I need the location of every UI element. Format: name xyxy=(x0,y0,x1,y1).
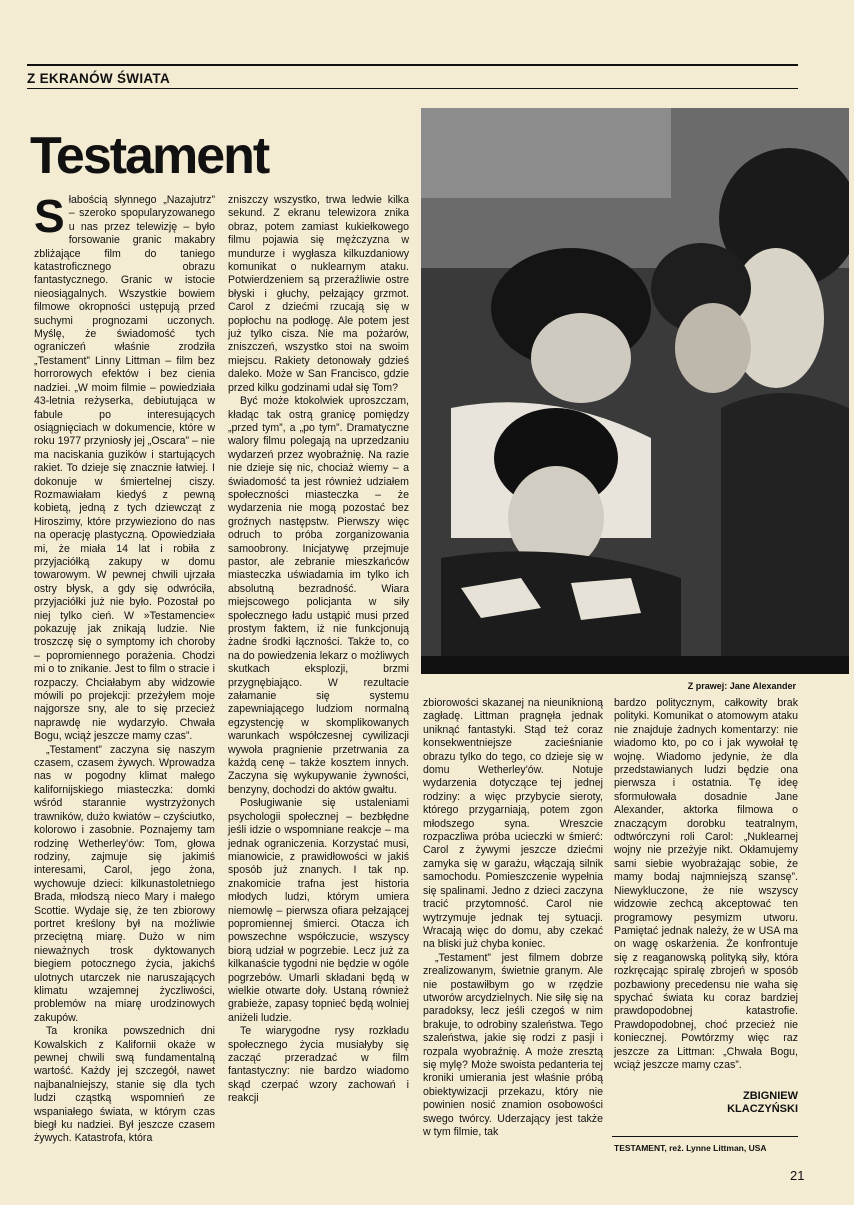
article-column-3 xyxy=(423,697,603,1139)
paragraph: bardzo politycznym, całkowity brak polityki. Komunikat o atomowym ataku nie znajduje żadnych komentarzy: nie wiadomo kto, po co i jak wywołał tę wojnę. Wiadomo jedynie, że dla przedstawianych ludzi będzie ona pierwsza i ostatnia. Tę ideę sformułowała dosadnie Jane Alexander, aktorka filmowa o znaczącym dorobku teatralnym, odtwórczyni roli Carol: „Nuklearnej wojny nie przeżyje nikt. Okłamujemy sami siebie wyobrażając sobie, że mamy bodaj najmniejszą szansę”. Niewykluczone, że nie wszyscy widzowie zechcą akceptować ten programowy pesymizm utworu. Pamiętać jednak należy, że w USA ma on wagę oskarżenia. Że konfrontuje się z reaganowską polityką siły, która rozkręcając spiralę zbrojeń w sposób pozbawiony precedensu nie waha się spychać świata ku coraz bardziej prawdopodobnej katastrofie. Prawdopodobnej, choć przecież nie koniecznej. Powtórzmy więc raz jeszcze za Littman: „Chwała Bogu, wciąż jeszcze mamy czas”. xyxy=(614,697,798,1071)
paragraph: „Testament” zaczyna się naszym czasem, czasem żywych. Wprowadza nas w pogodny klimat małego kalifornijskiego miasteczka: domki wśród starannie wystrzyżonych trawników, dużo kwiatów – czyściutko, kolorowo i zasobnie. Poznajemy tam rodzinę Wetherley'ów: Tom, głowa rodziny, zajmuje się jakimiś interesami, Carol, jego żona, wychowuje dzieci: kilkunastoletniego Brada, młodszą nieco Mary i małego Scottie. Wydaje się, że ten zbiorowy portret kreślony był na możliwie przeciętną miarę. Dużo w nim nieważnych trosk dyktowanych biegiem potocznego życia, jakichś ulotnych utarczek nie naruszających klimatu wzajemnej życzliwości, problemów na miarę urodzinowych zakupów. xyxy=(34,743,215,1024)
paragraph: Ta kronika powszednich dni Kowalskich z Kalifornii okaże w pewnej chwili swą fundamentalną wartość. Każdy jej szczegół, nawet najbanalniejszy, stanie się dla tych ludzi cząstką wspomnień ze wspaniałego świata, w którym czas biegł ku nadziei. Był jeszcze czasem żywych. Katastrofa, która xyxy=(34,1025,215,1145)
article-column-2 xyxy=(228,194,409,1106)
section-rule xyxy=(27,88,798,89)
article-column-1 xyxy=(34,190,215,1146)
photo-caption: Z prawej: Jane Alexander xyxy=(687,681,796,691)
top-rule xyxy=(27,64,798,66)
paragraph: Te wiarygodne rysy rozkładu społecznego życia musiałyby się zacząć przeradzać w film fantastyczny: nie bardzo wiadomo skąd czerpać wzory zachowań i reakcji xyxy=(228,1025,409,1105)
film-still-illustration xyxy=(421,108,849,674)
author-last-name: KLACZYŃSKI xyxy=(727,1103,798,1115)
drop-cap: S xyxy=(34,190,65,242)
caption-rule xyxy=(612,1136,798,1137)
paragraph: Słabością słynnego „Nazajutrz” – szeroko spopularyzowanego u nas przez telewizję – było forsowanie granic makabry zbliżające film do taniego katastroficznego obrazu fantastycznego. Granic w istocie nieosiągalnych. Wszystkie bowiem filmowe okropności ustępują przed suchymi prognozami uczonych. Myślę, że świadomość tych ograniczeń właśnie zrodziła „Testament” Linny Littman – film bez horrorowych efektów i bez cienia nadziei. „W moim filmie – powiedziała 43-letnia reżyserka, debiutująca w fabule po interesujących osiągnięciach w dokumencie, które w roku 1977 przyniosły jej „Oscara” – nie ma naciskania guzików i startujących rakiet. To dzieje się znacznie łatwiej. I dokonuje w śmiertelnej ciszy. Rozmawiałam kiedyś z pewną kobietą, jedną z tych dziewcząt z Hiroszimy, które przywieziono do nas na operację plastyczną. Opowiedziała mi, że miała 14 lat i robiła z przyjaciółką zakupy w domu towarowym. W pewnej chwili ujrzała ostry błysk, a gdy się odwróciła, przyjaciółki już nie było. Pozostał po niej tylko cień. W »Testamencie« pokazuję jak znikają ludzie. Nie troszczę się o symptomy ich choroby – popromiennego porażenia. Chodzi mi o to znikanie. Jest to film o stracie i rozpaczy. Chciałabym aby widzowie mówili po projekcji: przeżyłem moje najgorsze sny, ale to się przecież naprawdę nie wydarzyło. Chwała Bogu, wciąż jeszcze mamy czas”. xyxy=(34,190,215,743)
page-number: 21 xyxy=(790,1168,805,1183)
article-title: Testament xyxy=(30,127,269,185)
paragraph: zbiorowości skazanej na nieuniknioną zagładę. Littman pragnęła jednak uniknąć fantastyki. Stąd też coraz konsekwentniejsze zacieśnianie obrazu tylko do tego, co dzieje się w domu Wetherley'ów. Notuje wydarzenia dotyczące tej jednej rodziny: a więc przybycie sieroty, którego przygarniają, potem zgon młodszego syna. Wreszcie rozpaczliwa próba ucieczki w śmierć: Carol z żywymi jeszcze dziećmi zamyka się w garażu, włączają silnik samochodu. Pomieszczenie wypełnia się spalinami. Jedno z dzieci zaczyna tracić przytomność. Carol nie wytrzymuje jednak tej sytuacji. Wracają więc do domu, aby czekać na bliski już chyba koniec. xyxy=(423,697,603,951)
paragraph: Być może ktokolwiek uproszczam, kładąc tak ostrą granicę pomiędzy „przed tym”, a „po tym”. Dramatyczne walory filmu polegają na uprzedzaniu wydarzeń przez wyobraźnię. Na razie nie dzieje się nic, chociaż wiemy – a świadomość ta jest również udziałem społeczności miasteczka – że wydarzenia nie mogą pozostać bez groźnych następstw. Pierwszy więc odruch to próba zorganizowania samoobrony. Inicjatywę przejmuje pastor, ale zebranie mieszkańców miasteczka uświadamia im tylko ich absolutną bezradność. Wiara miejscowego policjanta w siły społecznego ładu ustąpić musi przed prostym faktem, iż nie funkcjonują żadne środki łączności. Także to, co na do powiedzenia lekarz o możliwych skutkach eksplozji, brzmi przygnębiająco. W rezultacie załamanie się systemu zapewniającego ludziom normalną egzystencję w skomplikowanych warunkach współczesnej cywilizacji wywoła pragnienie przetrwania za każdą cenę – także kosztem innych. Zaczyna się wykupywanie żywności, benzyny, dochodzi do aktów gwałtu. xyxy=(228,395,409,796)
paragraph: zniszczy wszystko, trwa ledwie kilka sekund. Z ekranu telewizora znika obraz, potem zamiast kukiełkowego filmu pojawia się mężczyzna w mundurze i wygłasza kilkuzdaniowy komunikat o nuklearnym ataku. Potwierdzeniem są przeraźliwie ostre błyski i głuchy, pełzający grzmot. Carol z dziećmi rzucają się w popłochu na podłogę. Ale potem jest już tylko cisza. Nie ma pożarów, zniszczeń, wszystko stoi na swoim miejscu. Rakiety detonowały gdzieś daleko. Może w San Francisco, gdzie przed kilku godzinami udał się Tom? xyxy=(228,194,409,394)
film-still-photo xyxy=(421,108,849,674)
article-column-4 xyxy=(614,697,798,1072)
section-label: Z EKRANÓW ŚWIATA xyxy=(27,71,171,86)
author-signature xyxy=(612,1090,798,1116)
paragraph: Posługiwanie się ustaleniami psychologii społecznej – bezbłędne jeśli idzie o wspomniane reakcje – ma jednak ograniczenia. Korzystać musi, mianowicie, z prawidłowości w jakiś sposób już znanych. I tak np. znakomicie trafna jest historia młodych ludzi, którym umiera niemowlę – pierwsza ofiara pełzającej popromiennej śmierci. Otacza ich powszechne współczucie, wszyscy biorą udział w pogrzebie. Lecz już za kilkanaście tygodni nie będzie w ogóle pogrzebów. Umarli składani będą w wielkie otwarte doły. Ustaną również grabieże, zapasy topnieć będą wolniej aniżeli ludzie. xyxy=(228,797,409,1024)
author-first-name: ZBIGNIEW xyxy=(743,1090,798,1102)
paragraph: „Testament” jest filmem dobrze zrealizowanym, świetnie granym. Ale nie postawiłbym go w rzędzie utworów arcydzielnych. Nie siłę się na paradoksy, lecz jeśli czegoś w nim brakuje, to odrobiny szaleństwa. Tego szaleństwa, jakie się rodzi z pasji i rozpala wyobraźnię. A może zresztą się mylę? Może swoista pedanteria tej kroniki umierania jest właśnie próbą obiektywizacji przekazu, który nie powinien nosić znamion osobowości swego twórcy. Uderzający jest także w tym filmie, tak xyxy=(423,951,603,1138)
film-credit-caption: TESTAMENT, reż. Lynne Littman, USA xyxy=(614,1143,767,1153)
